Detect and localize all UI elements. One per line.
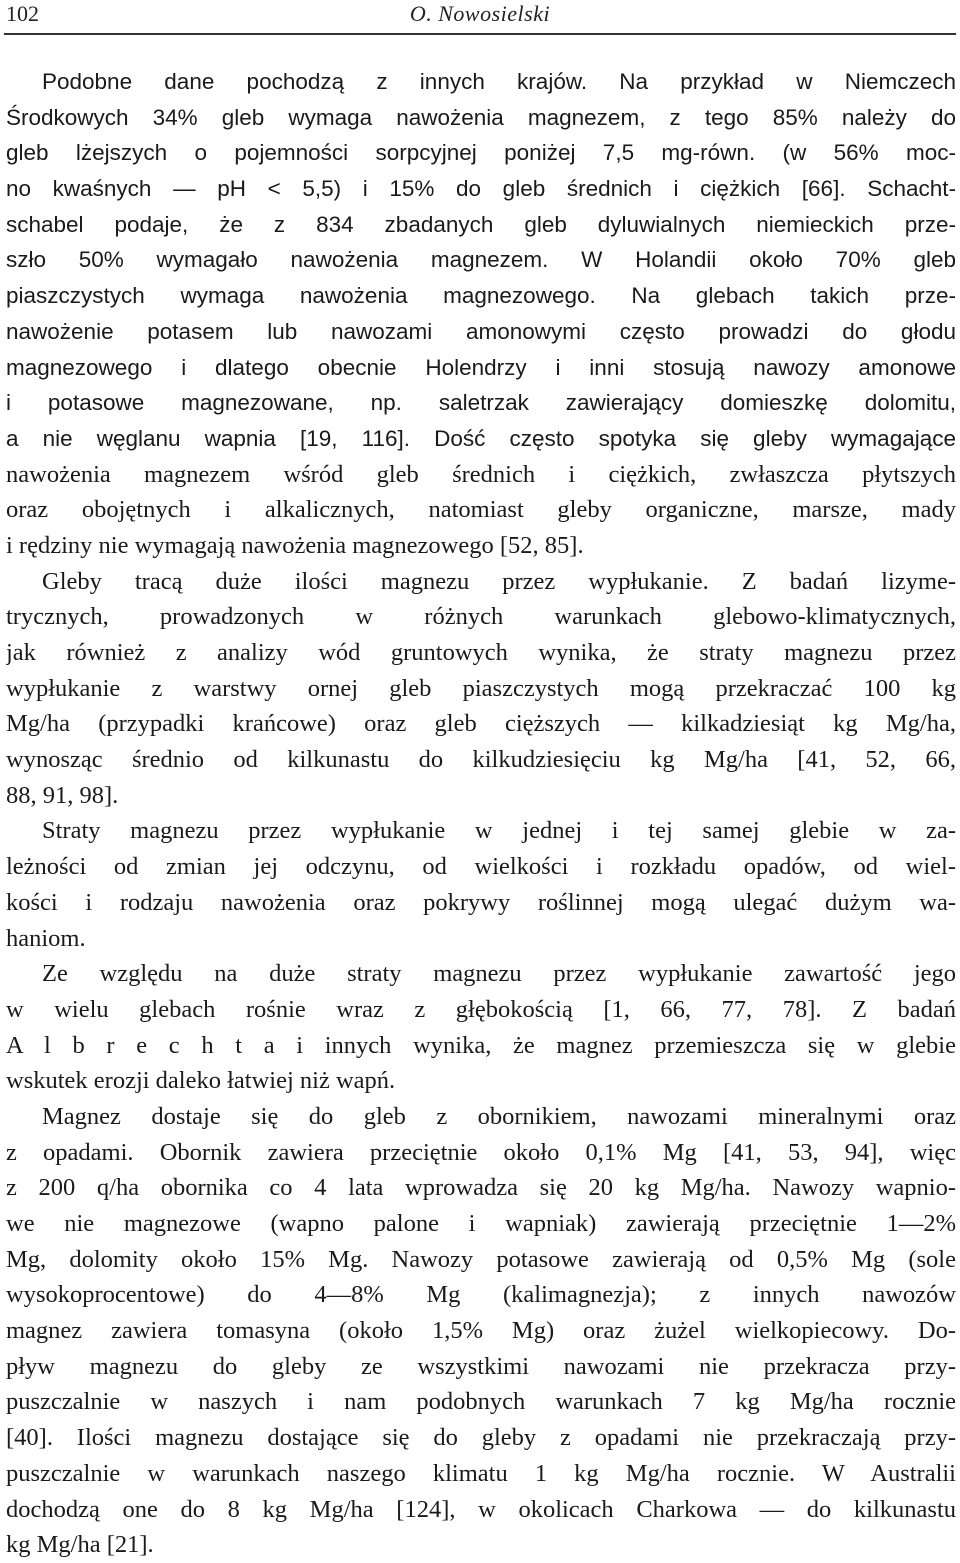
text-line: magnezowego i dlatego obecnie Holendrzy i inni stosują nawozy amonowe	[6, 354, 956, 380]
text-line: i potasowe magnezowane, np. saletrzak zawierający domieszkę dolomitu,	[6, 390, 956, 416]
text-line: kości i rodzaju nawożenia oraz pokrywy roślinnej mogą ulegać dużym wa-	[6, 888, 956, 916]
header-rule	[4, 33, 956, 35]
text-line: Mg, dolomity około 15% Mg. Nawozy potasowe zawierają od 0,5% Mg (sole	[6, 1245, 956, 1273]
text-line: 88, 91, 98].	[6, 781, 119, 809]
text-line: szło 50% wymagało nawożenia magnezem. W Holandii około 70% gleb	[6, 247, 956, 273]
text-line: wypłukanie z warstwy ornej gleb piaszczystych mogą przekraczać 100 kg	[6, 674, 956, 702]
text-line: Magnez dostaje się do gleb z obornikiem, nawozami mineralnymi oraz	[42, 1102, 956, 1130]
text-line: schabel podaje, że z 834 zbadanych gleb dyluwialnych niemieckich prze-	[6, 211, 956, 237]
text-line: trycznych, prowadzonych w różnych warunkach glebowo-klimatycznych,	[6, 603, 956, 631]
text-line: we nie magnezowe (wapno palone i wapniak) zawierają przeciętnie 1—2%	[6, 1210, 956, 1237]
text-line: [40]. Ilości magnezu dostające się do gleby z opadami nie przekraczają przy-	[6, 1424, 956, 1452]
body-text	[6, 64, 956, 1563]
text-line: Podobne dane pochodzą z innych krajów. Na przykład w Niemczech	[42, 69, 956, 94]
running-head	[0, 0, 960, 30]
text-line: puszczalnie w naszych i nam podobnych warunkach 7 kg Mg/ha rocznie	[6, 1388, 956, 1416]
text-line: w wielu glebach rośnie wraz z głębokością [1, 66, 77, 78]. Z badań	[6, 995, 956, 1023]
text-line: no kwaśnych — pH < 5,5) i 15% do gleb średnich i ciężkich [66]. Schacht-	[6, 176, 956, 202]
text-line: nawożenia magnezem wśród gleb średnich i ciężkich, zwłaszcza płytszych	[6, 460, 956, 488]
text-line: dochodzą one do 8 kg Mg/ha [124], w okolicach Charkowa — do kilkunastu	[6, 1495, 956, 1523]
text-line: wysokoprocentowe) do 4—8% Mg (kalimagnezja); z innych nawozów	[6, 1281, 956, 1309]
text-line: pływ magnezu do gleby ze wszystkimi nawozami nie przekracza przy-	[6, 1352, 956, 1380]
text-line: oraz obojętnych i alkalicznych, natomiast gleby organiczne, marsze, mady	[6, 496, 956, 524]
text-line: nawożenie potasem lub nawozami amonowymi często prowadzi do głodu	[6, 318, 956, 344]
text-line: haniom.	[6, 924, 86, 952]
running-title: O. Nowosielski	[409, 1, 551, 26]
text-line: magnez zawiera tomasyna (około 1,5% Mg) oraz żużel wielkopiecowy. Do-	[6, 1317, 956, 1345]
text-line: leżności od zmian jej odczynu, od wielkości i rozkładu opadów, od wiel-	[6, 853, 956, 881]
text-line: Ze względu na duże straty magnezu przez wypłukanie zawartość jego	[42, 960, 956, 988]
page-number: 102	[6, 1, 39, 26]
text-line: z opadami. Obornik zawiera przeciętnie około 0,1% Mg [41, 53, 94], więc	[6, 1138, 956, 1166]
text-line: i rędziny nie wymagają nawożenia magnezowego [52, 85].	[6, 531, 584, 559]
text-line: wynosząc średnio od kilkunastu do kilkudziesięciu kg Mg/ha [41, 52, 66,	[6, 746, 956, 774]
text-line: z 200 q/ha obornika co 4 lata wprowadza się 20 kg Mg/ha. Nawozy wapnio-	[6, 1174, 956, 1202]
text-line: A l b r e c h t a i innych wynika, że magnez przemieszcza się w glebie	[6, 1031, 956, 1059]
text-line: gleb lżejszych o pojemności sorpcyjnej poniżej 7,5 mg-równ. (w 56% moc-	[6, 140, 956, 166]
text-line: wskutek erozji daleko łatwiej niż wapń.	[6, 1067, 396, 1095]
text-line: kg Mg/ha [21].	[6, 1531, 154, 1559]
text-lines	[6, 64, 956, 1563]
text-line: Straty magnezu przez wypłukanie w jednej i tej samej glebie w za-	[42, 817, 956, 845]
text-line: a nie węglanu wapnia [19, 116]. Dość często spotyka się gleby wymagające	[6, 425, 956, 451]
text-line: Gleby tracą duże ilości magnezu przez wypłukanie. Z badań lizyme-	[42, 567, 956, 595]
text-line: Środkowych 34% gleb wymaga nawożenia magnezem, z tego 85% należy do	[6, 104, 956, 130]
text-line: puszczalnie w warunkach naszego klimatu 1 kg Mg/ha rocznie. W Australii	[6, 1459, 956, 1487]
text-line: jak również z analizy wód gruntowych wynika, że straty magnezu przez	[6, 639, 956, 666]
text-line: Mg/ha (przypadki krańcowe) oraz gleb cięższych — kilkadziesiąt kg Mg/ha,	[6, 710, 956, 738]
text-line: piaszczystych wymaga nawożenia magnezowego. Na glebach takich prze-	[6, 283, 956, 309]
